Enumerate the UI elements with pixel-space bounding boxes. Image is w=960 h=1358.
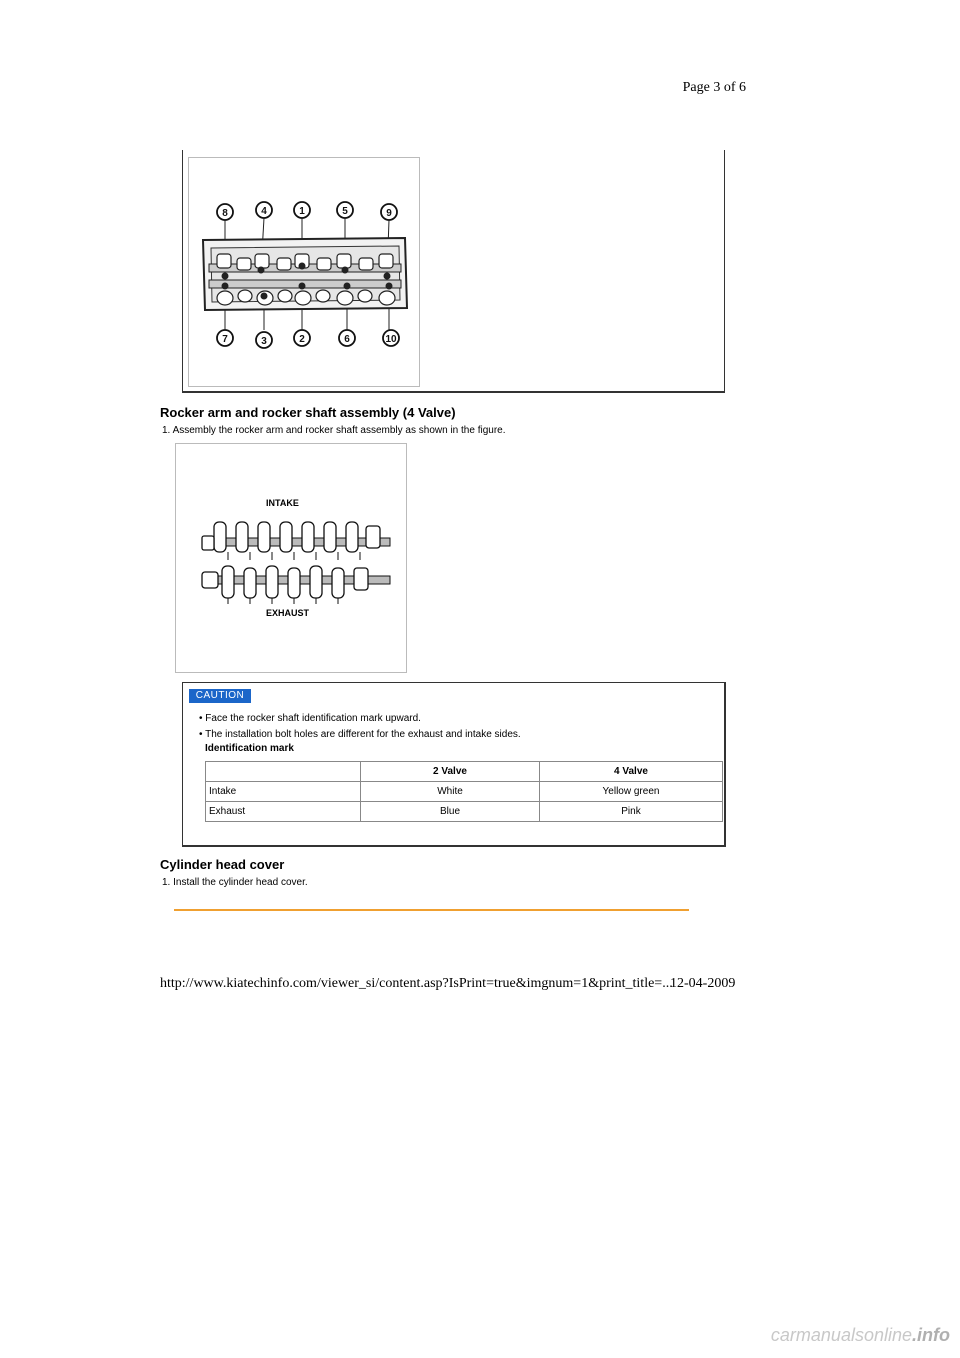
callout-4: 4 [261,206,267,217]
page-number: Page 3 of 6 [682,80,746,95]
callout-5: 5 [342,206,348,217]
table-cell: Exhaust [206,802,361,822]
identification-mark-title: Identification mark [205,743,294,754]
divider-line [174,909,689,911]
caution-badge: CAUTION [189,689,251,703]
callout-7: 7 [222,334,228,345]
identification-mark-table [205,761,723,822]
caution-bullet-2: • The installation bolt holes are different for the exhaust and intake sides. [199,729,521,740]
caution-bullet-1: • Face the rocker shaft identification mark upward. [199,713,421,724]
step-rocker-arm: 1. Assembly the rocker arm and rocker shaft assembly as shown in the figure. [162,425,506,436]
table-header-blank [206,762,361,782]
cylinder-head-bolt-sequence-figure [188,157,420,387]
footer-date: 12-04-2009 [670,976,736,991]
section-title-rocker-arm: Rocker arm and rocker shaft assembly (4 Valve) [160,405,456,420]
callout-9: 9 [386,208,392,219]
bolt-sequence-diagram [189,158,419,386]
watermark [771,1325,950,1346]
step-cylinder-head-cover: 1. Install the cylinder head cover. [162,877,308,888]
callout-10: 10 [385,334,397,345]
table-row [206,782,723,802]
table-header-4-valve: 4 Valve [540,762,723,782]
intake-label: INTAKE [266,498,299,508]
table-row [206,802,723,822]
table-cell: White [361,782,540,802]
callout-6: 6 [344,334,350,345]
section-title-cylinder-head-cover: Cylinder head cover [160,857,285,872]
table-cell: Intake [206,782,361,802]
callout-2: 2 [299,334,305,345]
exhaust-label: EXHAUST [266,608,310,618]
callout-3: 3 [261,336,267,347]
caution-box [182,682,726,847]
table-header-row [206,762,723,782]
watermark-main: carmanualsonline [770,1325,912,1345]
table-cell: Blue [361,802,540,822]
table-cell: Pink [540,802,723,822]
watermark-suffix: .info [912,1325,950,1345]
rocker-shaft-diagram [176,444,406,672]
table-header-2-valve: 2 Valve [361,762,540,782]
table-cell: Yellow green [540,782,723,802]
footer-url: http://www.kiatechinfo.com/viewer_si/content.asp?IsPrint=true&imgnum=1&print_title=... [160,976,673,991]
callout-1: 1 [299,206,305,217]
rocker-shaft-assembly-figure [175,443,407,673]
callout-8: 8 [222,208,228,219]
